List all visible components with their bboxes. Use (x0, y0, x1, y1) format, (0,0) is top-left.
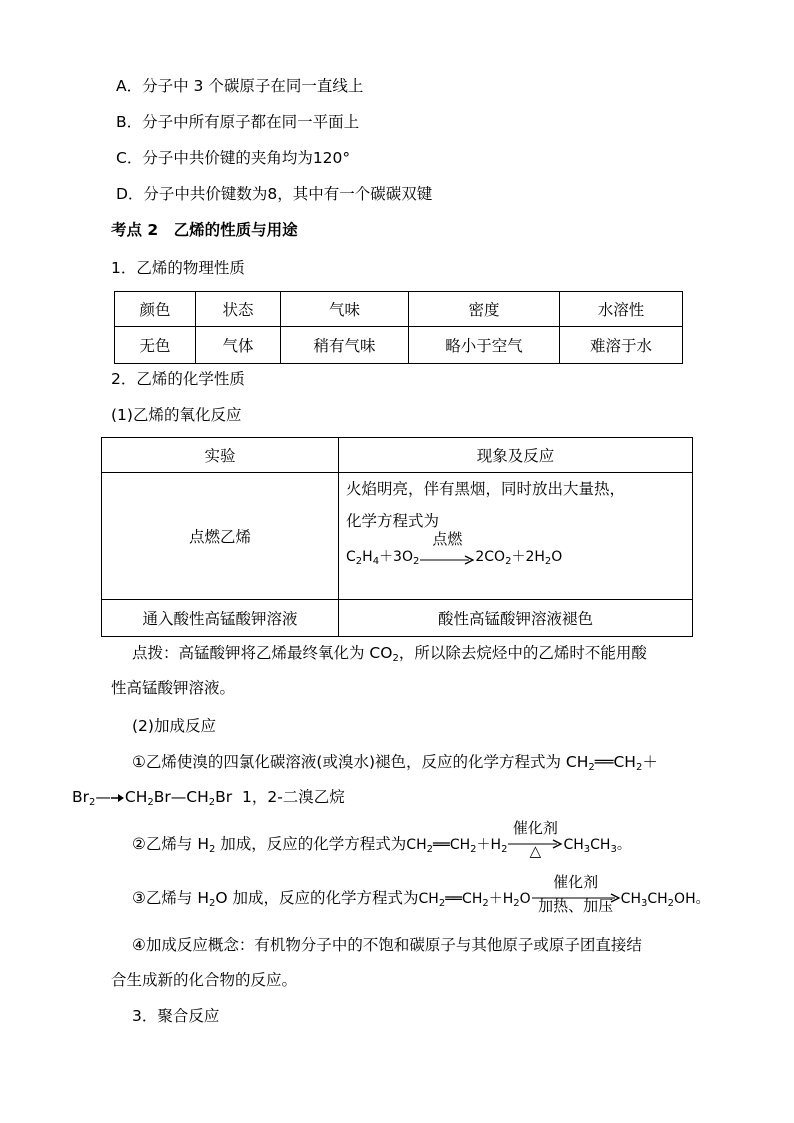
combustion-text-1: 火焰明亮，伴有黑烟，同时放出大量热， (346, 480, 626, 498)
table-row (102, 473, 693, 600)
section-title: 考点 2 乙烯的性质与用途 (111, 221, 298, 239)
tip-text: 点拨：高锰酸钾将乙烯最终氧化为 CO (132, 644, 393, 662)
subheading-oxidation: (1)乙烯的氧化反应 (111, 406, 242, 424)
table-cell: 气体 (196, 327, 281, 364)
combustion-text-2: 化学方程式为 (346, 512, 440, 530)
option-d: D．分子中共价键数为8，其中有一个碳碳双键 (116, 185, 433, 203)
product-name: 1，2-二溴乙烷 (241, 788, 345, 806)
addition-2-line: ②乙烯与 $H_2$ 加成，反应的化学方程式为$CH_2══CH_2+H_2$ 催化剂 △ $CH_3CH_3$。 (132, 818, 631, 860)
arrow-condition-top: 催化剂 (553, 872, 599, 891)
reaction-arrow (531, 872, 621, 915)
table-cell: 稍有气味 (281, 327, 409, 364)
addition-3-text: ③乙烯与 H (132, 889, 209, 907)
table-header-cell: 密度 (409, 292, 560, 327)
addition-3-text-cont: O 加成，反应的化学方程式为 (215, 889, 419, 907)
table-row (102, 600, 693, 637)
addition-2-text: ②乙烯与 H (132, 835, 209, 853)
option-a: A．分子中 3 个碳原子在同一直线上 (116, 77, 364, 95)
table-row (115, 292, 683, 327)
arrow-icon (419, 546, 475, 568)
addition-1-line-1: ①乙烯使溴的四氯化碳溶液(或溴水)褪色，反应的化学方程式为 $CH_2══CH_2+$ (132, 753, 658, 773)
subheading-addition: (2)加成反应 (132, 717, 216, 735)
oxidation-table (101, 437, 693, 637)
subheading-polymerization: 3．聚合反应 (132, 1007, 220, 1025)
tip-line-2: 性高锰酸钾溶液。 (111, 679, 236, 697)
reaction-arrow (507, 818, 563, 860)
addition-concept-line-2: 合生成新的化合物的反应。 (111, 971, 298, 989)
subheading-physical: 1．乙烯的物理性质 (111, 259, 245, 277)
table-cell: 略小于空气 (409, 327, 560, 364)
arrow-condition-bottom: △ (529, 841, 542, 860)
table-cell: 通入酸性高锰酸钾溶液 (102, 600, 339, 637)
addition-1-text: ①乙烯使溴的四氯化碳溶液(或溴水)褪色，反应的化学方程式为 CH (132, 753, 589, 771)
combustion-equation: $C_2H_4+3O_2$ 点燃 $2CO_2+2H_2O$ (346, 530, 563, 567)
reaction-arrow (419, 530, 475, 568)
table-cell: 点燃乙烯 (102, 473, 339, 600)
table-header-cell: 状态 (196, 292, 281, 327)
addition-2-text-cont: 加成，反应的化学方程式为 (215, 835, 407, 853)
table-header-cell: 实验 (102, 438, 339, 473)
table-header-cell: 现象及反应 (339, 438, 693, 473)
table-row (115, 327, 683, 364)
arrow-condition: 点燃 (432, 530, 463, 548)
addition-3-line: ③乙烯与 $H_2O$ 加成，反应的化学方程式为$CH_2══CH_2+H_2O$ 催化剂 加热、加压 $CH_3CH_2OH$。 (132, 872, 710, 915)
arrow-condition-bottom: 加热、加压 (538, 896, 614, 915)
addition-concept-line-1: ④加成反应概念：有机物分子中的不饱和碳原子与其他原子或原子团直接结 (132, 936, 642, 954)
arrow-condition-top: 催化剂 (512, 818, 558, 837)
combustion-cell (339, 473, 693, 600)
table-cell: 难溶于水 (560, 327, 683, 364)
tip-text-cont: ，所以除去烷烃中的乙烯时不能用酸 (398, 644, 647, 662)
subheading-chemical: 2．乙烯的化学性质 (111, 370, 245, 388)
option-c: C．分子中共价键的夹角均为120° (116, 149, 351, 167)
table-header-cell: 气味 (281, 292, 409, 327)
table-cell: 无色 (115, 327, 196, 364)
table-header-cell: 颜色 (115, 292, 196, 327)
physical-property-table (114, 291, 683, 364)
arrow-icon (111, 792, 125, 804)
table-cell: 酸性高锰酸钾溶液褪色 (339, 600, 693, 637)
addition-1-line-2: $Br_2—$ $CH_2Br—CH_2Br$ 1，2-二溴乙烷 (72, 788, 345, 808)
option-b: B．分子中所有原子都在同一平面上 (116, 113, 360, 131)
table-header-cell: 水溶性 (560, 292, 683, 327)
tip-line-1: 点拨：高锰酸钾将乙烯最终氧化为 $CO_2$，所以除去烷烃中的乙烯时不能用酸 (132, 644, 647, 664)
table-row (102, 438, 693, 473)
